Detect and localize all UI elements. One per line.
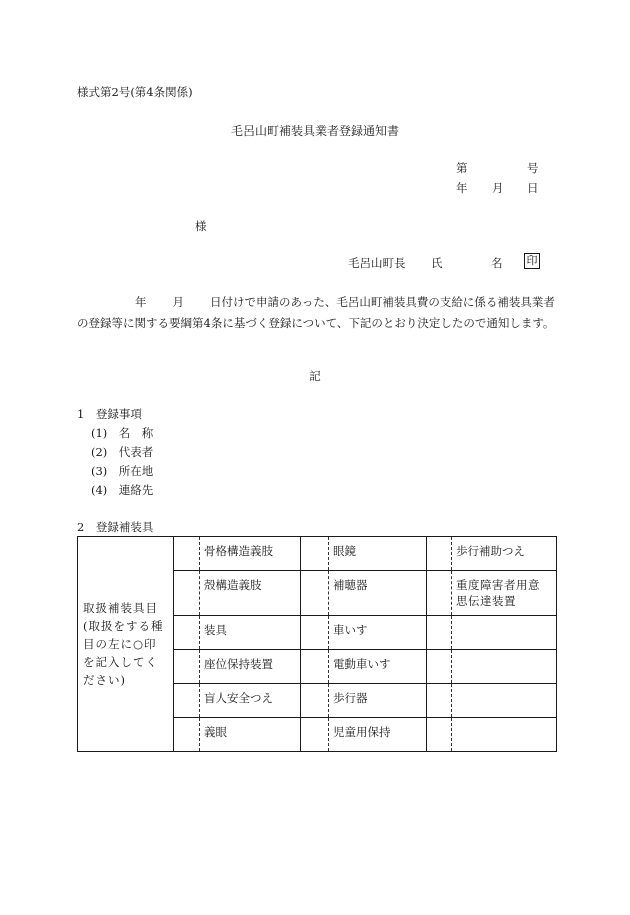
issuer-mei: 名 [491, 256, 503, 270]
doc-number-go: 号 [527, 161, 539, 175]
mark-cell[interactable] [174, 684, 200, 718]
mark-cell[interactable] [301, 684, 329, 718]
seal-stamp-box: 印 [524, 253, 540, 269]
mark-cell[interactable] [174, 650, 200, 684]
mark-cell[interactable] [301, 571, 329, 616]
mark-cell[interactable] [427, 537, 452, 571]
device-cell [452, 616, 557, 650]
mark-cell[interactable] [301, 650, 329, 684]
mark-cell[interactable] [301, 537, 329, 571]
section-1-item: (1) 名 称 [91, 426, 154, 440]
date-year: 年 [456, 181, 468, 195]
issuer-role: 毛呂山町長 [348, 256, 406, 270]
doc-number-dai: 第 [456, 161, 468, 175]
document-title: 毛呂山町補装具業者登録通知書 [230, 124, 399, 138]
device-cell: 装具 [200, 616, 301, 650]
section-1-item: (3) 所在地 [91, 464, 154, 478]
mark-cell[interactable] [427, 571, 452, 616]
device-cell: 眼鏡 [329, 537, 427, 571]
mark-cell[interactable] [301, 616, 329, 650]
issuer-shi: 氏 [431, 256, 443, 270]
mark-cell[interactable] [427, 650, 452, 684]
device-cell: 歩行器 [329, 684, 427, 718]
section-1-heading: 1 登録事項 [77, 407, 142, 421]
mark-cell[interactable] [427, 684, 452, 718]
body-month: 月 [172, 295, 184, 309]
mark-cell[interactable] [174, 571, 200, 616]
registered-devices-table [77, 536, 557, 752]
device-cell: 補聴器 [329, 571, 427, 616]
mark-cell[interactable] [174, 537, 200, 571]
table-row [78, 537, 557, 571]
device-cell: 児童用保持 [329, 718, 427, 752]
notice-body [77, 292, 555, 334]
body-year: 年 [135, 295, 147, 309]
device-cell: 義眼 [200, 718, 301, 752]
device-cell [452, 650, 557, 684]
section-1-item: (4) 連絡先 [91, 483, 154, 497]
device-cell: 盲人安全つえ [200, 684, 301, 718]
device-cell: 座位保持装置 [200, 650, 301, 684]
mark-cell[interactable] [174, 718, 200, 752]
mark-cell[interactable] [427, 616, 452, 650]
device-cell: 殻構造義肢 [200, 571, 301, 616]
date-month: 月 [492, 181, 504, 195]
device-cell [452, 718, 557, 752]
date-day: 日 [527, 181, 539, 195]
table-header-cell: 取扱補装具目(取扱をする種目の左に○印を記入してください) [78, 537, 174, 752]
form-number: 様式第2号(第4条関係) [77, 85, 193, 99]
device-cell: 歩行補助つえ [452, 537, 557, 571]
mark-cell[interactable] [301, 718, 329, 752]
addressee-sama: 様 [195, 219, 207, 233]
device-cell [452, 684, 557, 718]
mark-cell[interactable] [427, 718, 452, 752]
ki-heading: 記 [309, 369, 321, 383]
device-cell: 骨格構造義肢 [200, 537, 301, 571]
device-cell: 車いす [329, 616, 427, 650]
section-1-item: (2) 代表者 [91, 445, 154, 459]
mark-cell[interactable] [174, 616, 200, 650]
body-text: 日付けで申請のあった、毛呂山町補装具費の支給に係る補装具業者の登録等に関する要綱第4条に基づく登録について、下記のとおり決定したので通知します。 [77, 295, 555, 330]
device-cell: 電動車いす [329, 650, 427, 684]
section-2-heading: 2 登録補装具 [77, 520, 154, 534]
device-cell: 重度障害者用意思伝達装置 [452, 571, 557, 616]
